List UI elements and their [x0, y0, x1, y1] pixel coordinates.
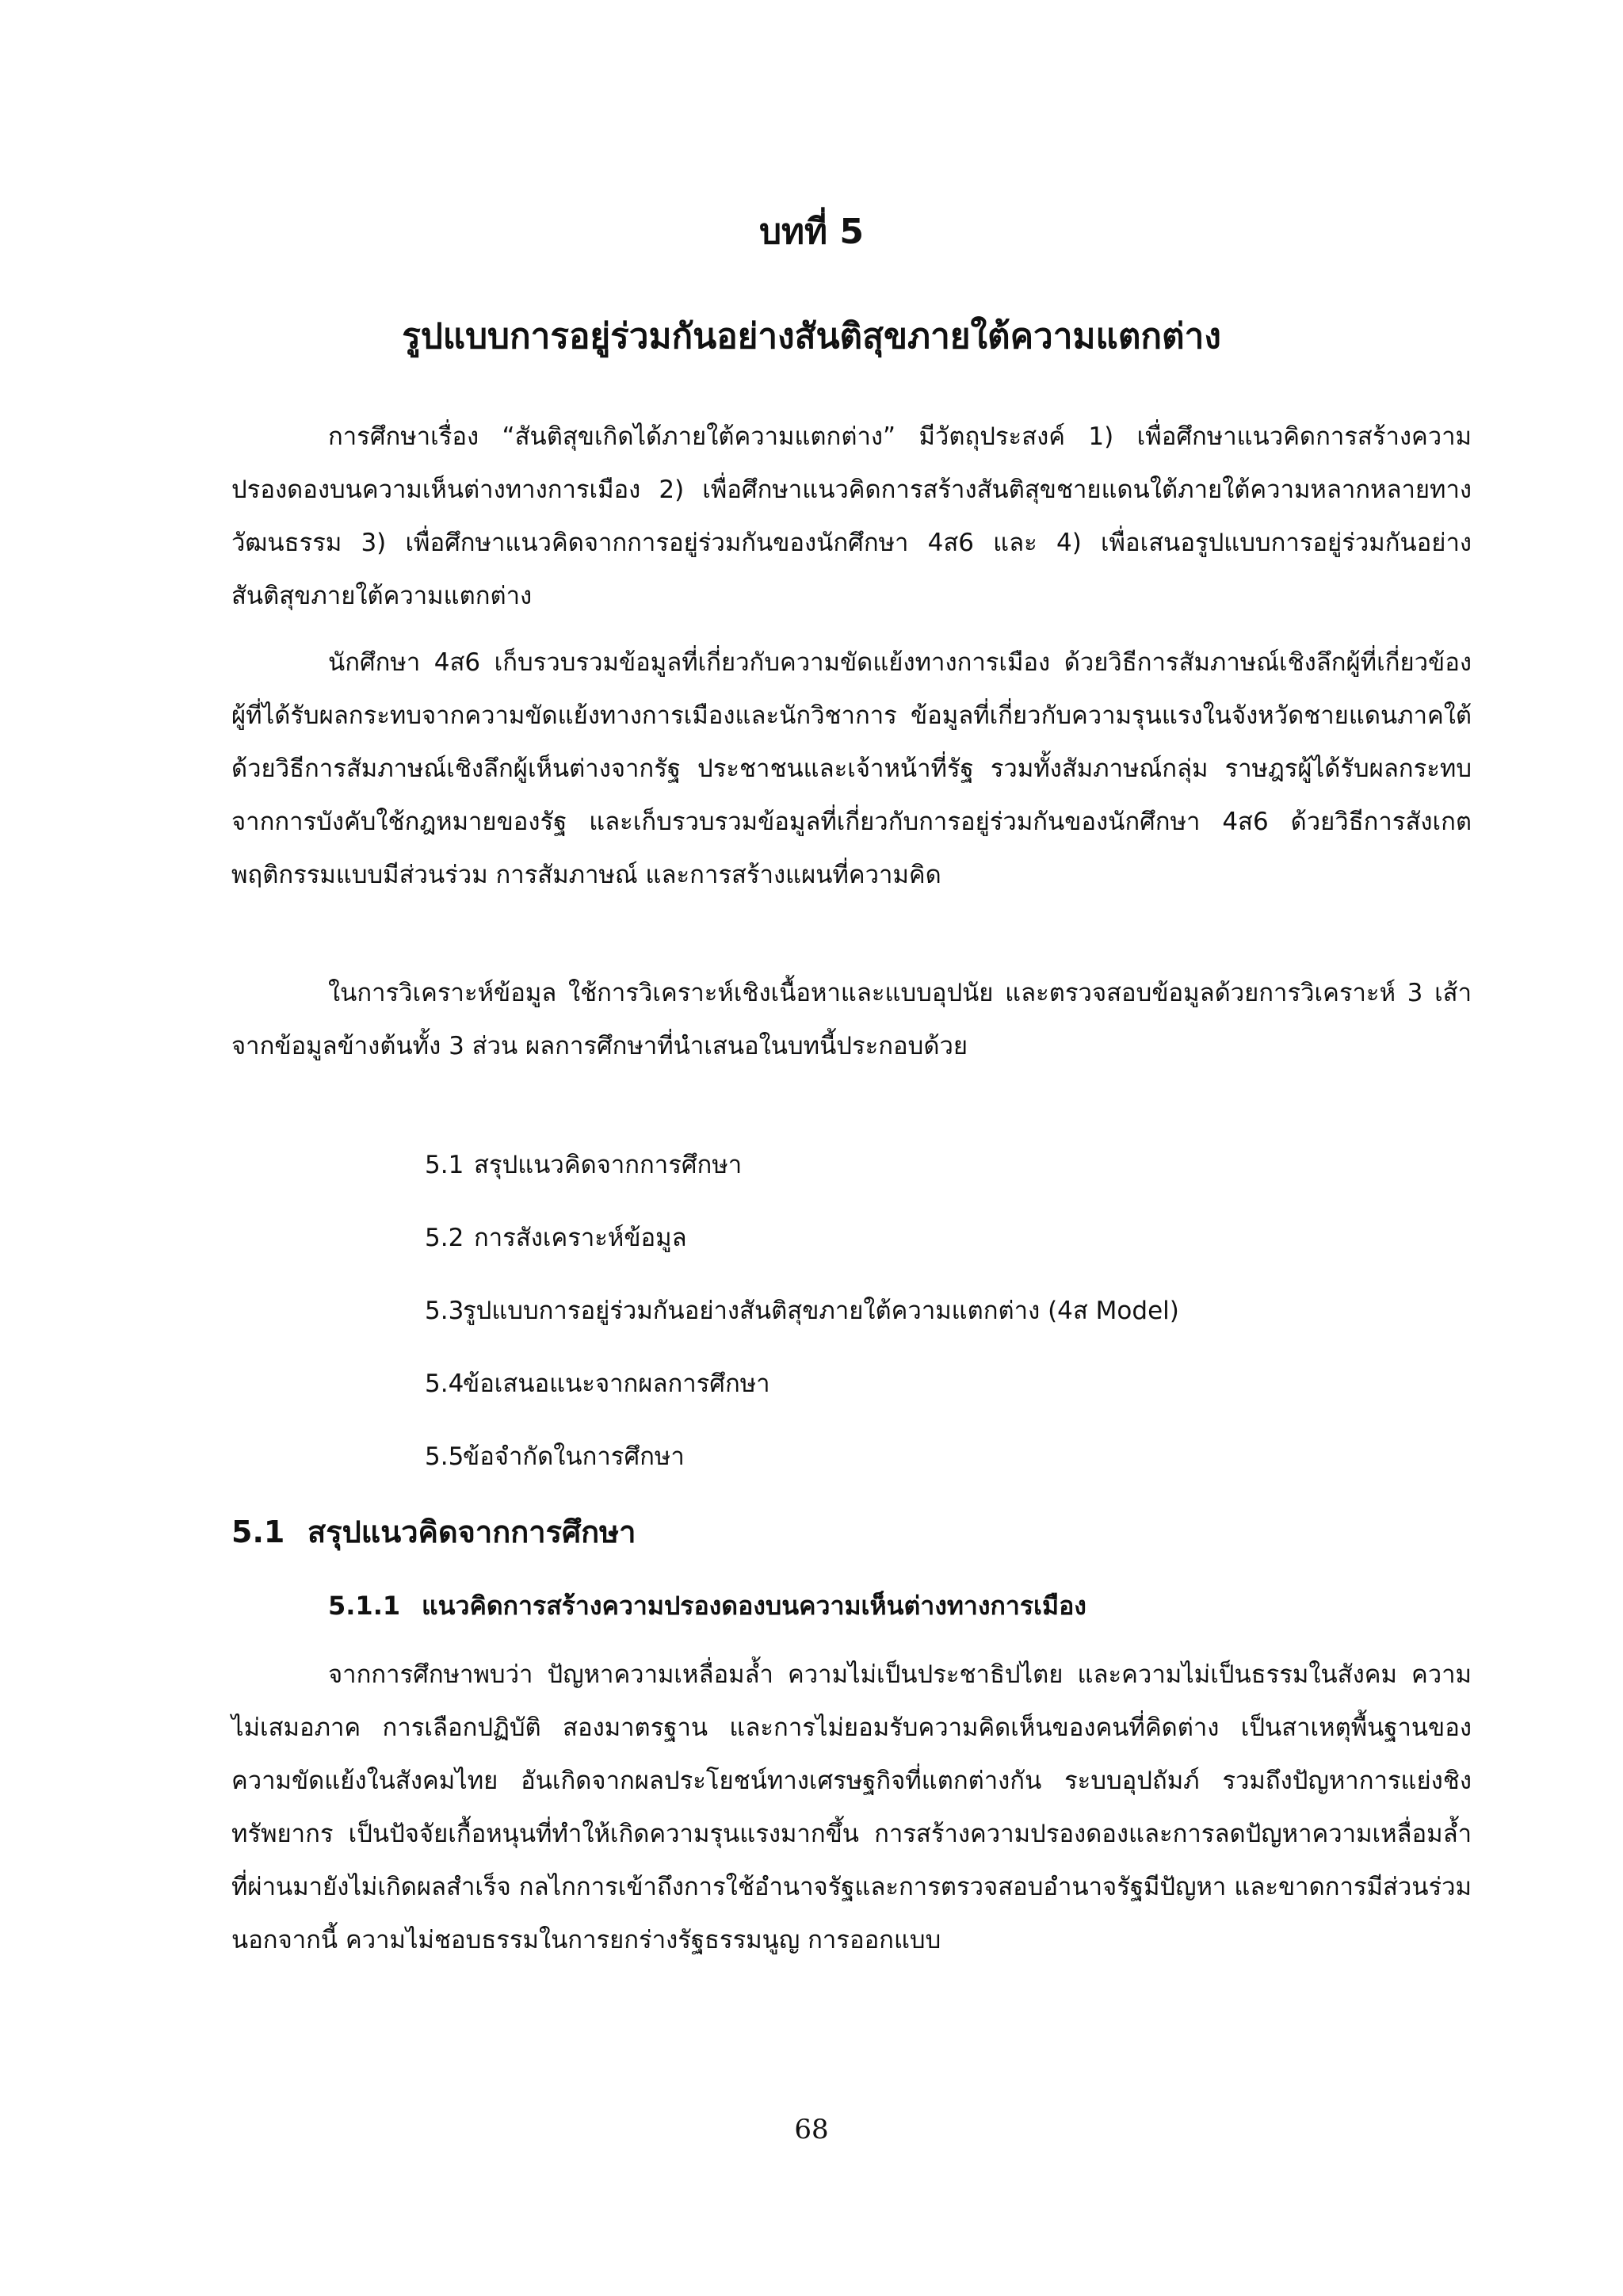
chapter-title: รูปแบบการอยู่ร่วมกันอย่างสันติสุขภายใต้ความแตกต่าง: [402, 316, 1221, 357]
intro-paragraph-data-collection: นักศึกษา 4ส6 เก็บรวบรวมข้อมูลที่เกี่ยวกับความขัดแย้งทางการเมือง ด้วยวิธีการสัมภาษณ์เชิงลึกผู้ที่เกี่ยวข้อง ผู้ที่ได้รับผลกระทบจากความขัดแย้งทางการเมืองและนักวิชาการ ข้อมูลที่เกี่ยวกับความรุนแรงในจังหวัดชายแดนภาคใต้ ด้วยวิธีการสัมภาษณ์เชิงลึกผู้เห็นต่างจากรัฐ ประชาชนและเจ้าหน้าที่รัฐ รวมทั้งสัมภาษณ์กลุ่ม ราษฎรผู้ได้รับผลกระทบจากการบังคับใช้กฎหมายของรัฐ และเก็บรวบรวมข้อมูลที่เกี่ยวกับการอยู่ร่วมกันของนักศึกษา 4ส6 ด้วยวิธีการสังเกตพฤติกรรมแบบมีส่วนร่วม การสัมภาษณ์ และการสร้างแผนที่ความคิด: [231, 648, 1472, 889]
contents-item-text: รูปแบบการอยู่ร่วมกันอย่างสันติสุขภายใต้ความแตกต่าง (4ส Model): [463, 1297, 1179, 1325]
chapter-contents-list: [425, 1129, 1455, 1493]
contents-item-number: 5.4: [425, 1370, 464, 1398]
findings-paragraph: จากการศึกษาพบว่า ปัญหาความเหลื่อมล้ำ ความไม่เป็นประชาธิปไตย และความไม่เป็นธรรมในสังคม ความไม่เสมอภาค การเลือกปฏิบัติ สองมาตรฐาน และการไม่ยอมรับความคิดเห็นของคนที่คิดต่าง เป็นสาเหตุพื้นฐานของความขัดแย้งในสังคมไทย อันเกิดจากผลประโยชน์ทางเศรษฐกิจที่แตกต่างกัน ระบบอุปถัมภ์ รวมถึงปัญหาการแย่งชิงทรัพยากร เป็นปัจจัยเกื้อหนุนที่ทำให้เกิดความรุนแรงมากขึ้น การสร้างความปรองดองและการลดปัญหาความเหลื่อมล้ำที่ผ่านมายังไม่เกิดผลสำเร็จ กลไกการเข้าถึงการใช้อำนาจรัฐและการตรวจสอบอำนาจรัฐมีปัญหา และขาดการมีส่วนร่วม นอกจากนี้ ความไม่ชอบธรรมในการยกร่างรัฐธรรมนูญ การออกแบบ: [231, 1660, 1472, 1954]
page-number: 68: [794, 2114, 829, 2145]
section-number: 5.1: [231, 1515, 285, 1549]
subsection-number: 5.1.1: [328, 1591, 401, 1621]
contents-item: [425, 1420, 1455, 1493]
contents-item-number: 5.2: [425, 1224, 464, 1252]
contents-item: [425, 1201, 1455, 1274]
contents-item-number: 5.1: [425, 1151, 464, 1179]
intro-paragraph-analysis: ในการวิเคราะห์ข้อมูล ใช้การวิเคราะห์เชิงเนื้อหาและแบบอุปนัย และตรวจสอบข้อมูลด้วยการวิเคราะห์ 3 เส้า จากข้อมูลข้างต้นทั้ง 3 ส่วน ผลการศึกษาที่นำเสนอในบทนี้ประกอบด้วย: [231, 979, 1472, 1060]
subsection-title: แนวคิดการสร้างความปรองดองบนความเห็นต่างทางการเมือง: [422, 1591, 1086, 1621]
contents-item-text: การสังเคราะห์ข้อมูล: [474, 1224, 687, 1252]
chapter-label: บทที่ 5: [759, 212, 864, 252]
subsection-heading: [328, 1580, 1086, 1631]
intro-paragraph-objectives: การศึกษาเรื่อง “สันติสุขเกิดได้ภายใต้ความแตกต่าง” มีวัตถุประสงค์ 1) เพื่อศึกษาแนวคิดการสร้างความปรองดองบนความเห็นต่างทางการเมือง 2) เพื่อศึกษาแนวคิดการสร้างสันติสุขชายแดนใต้ภายใต้ความหลากหลายทางวัฒนธรรม 3) เพื่อศึกษาแนวคิดจากการอยู่ร่วมกันของนักศึกษา 4ส6 และ 4) เพื่อเสนอรูปแบบการอยู่ร่วมกันอย่างสันติสุขภายใต้ความแตกต่าง: [231, 422, 1472, 610]
contents-item-text: ข้อจำกัดในการศึกษา: [463, 1442, 685, 1471]
contents-item-number: 5.3: [425, 1297, 464, 1325]
contents-item: [425, 1129, 1455, 1201]
contents-item: [425, 1347, 1455, 1420]
section-heading: [231, 1504, 636, 1560]
contents-item: [425, 1274, 1455, 1347]
contents-item-number: 5.5: [425, 1442, 464, 1471]
section-title: สรุปแนวคิดจากการศึกษา: [307, 1515, 636, 1549]
contents-item-text: ข้อเสนอแนะจากผลการศึกษา: [463, 1370, 770, 1398]
contents-item-text: สรุปแนวคิดจากการศึกษา: [474, 1151, 743, 1179]
